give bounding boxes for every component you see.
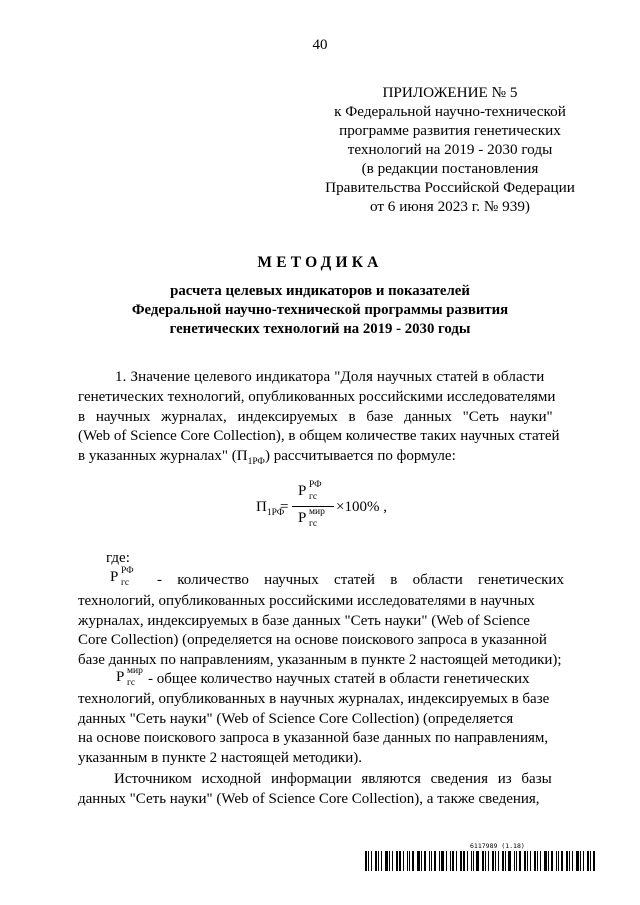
barcode-bar	[389, 851, 390, 871]
barcode-bar	[365, 851, 367, 871]
def2-cont	[78, 690, 564, 769]
text-line: технологий, опубликованных в научных журналах, индексируемых в базе	[78, 691, 550, 707]
indicator-symbol	[236, 448, 265, 468]
barcode-bar	[421, 851, 422, 871]
appendix-line: (в редакции постановления	[361, 160, 539, 177]
barcode-bar	[409, 851, 410, 871]
def1-line1	[157, 571, 564, 591]
barcode-bar	[505, 851, 506, 871]
word: генетических	[478, 572, 564, 588]
def1-cont	[78, 592, 564, 671]
barcode-bar	[476, 851, 479, 871]
text-line: (Web of Science Core Collection), в общем количестве таких научных статей	[78, 428, 560, 445]
def1-symbol	[110, 566, 136, 594]
document-title: МЕТОДИКА	[257, 254, 383, 271]
word: -	[157, 572, 162, 588]
text-line: базе данных по направлениям, указанным в пункте 2 настоящей методики);	[78, 652, 562, 669]
barcode-bar	[424, 851, 426, 871]
barcode-bar	[548, 851, 549, 871]
formula	[222, 478, 422, 538]
barcode-bar	[452, 851, 454, 871]
appendix-line: ПРИЛОЖЕНИЕ № 5	[382, 84, 518, 101]
text-fragment: ) рассчитывается по формуле:	[264, 448, 456, 465]
barcode-bar	[441, 851, 444, 871]
barcode-label: 6117989 (1.18)	[470, 842, 525, 850]
barcode	[365, 851, 600, 871]
barcode-bar	[537, 851, 538, 871]
barcode-bar	[516, 851, 517, 871]
subtitle-line: генетических технологий на 2019 - 2030 годы	[169, 321, 471, 337]
def1-symbol-sup: РФ	[121, 566, 134, 576]
text-line: технологий, опубликованных российскими исследователями в научных	[78, 593, 535, 609]
barcode-bar	[561, 851, 563, 871]
barcode-bar	[371, 851, 372, 871]
text-line: 1. Значение целевого индикатора "Доля научных статей в области	[115, 369, 545, 385]
barcode-bar	[502, 851, 504, 871]
formula-times: ×100% ,	[336, 499, 387, 515]
def2-symbol-sub: гс	[127, 678, 136, 688]
barcode-bar	[471, 851, 472, 871]
barcode-bar	[527, 851, 528, 871]
barcode-bar	[583, 851, 584, 871]
barcode-bar	[434, 851, 436, 871]
barcode-bar	[572, 851, 573, 871]
barcode-bar	[485, 851, 486, 871]
barcode-bar	[412, 851, 414, 871]
barcode-bar	[467, 851, 468, 871]
def2-symbol-sup: мир	[127, 666, 143, 676]
word: научных	[264, 572, 319, 588]
barcode-bar	[544, 851, 547, 871]
barcode-bar	[378, 851, 379, 871]
barcode-bar	[498, 851, 499, 871]
barcode-bar	[482, 851, 484, 871]
barcode-bar	[446, 851, 447, 871]
barcode-bar	[431, 851, 432, 871]
paragraph-1-cont	[78, 388, 564, 467]
barcode-bar	[463, 851, 465, 871]
barcode-bar	[460, 851, 462, 871]
barcode-bar	[368, 851, 369, 871]
barcode-bar	[473, 851, 474, 871]
text-line: - общее количество научных статей в области генетических	[148, 671, 530, 687]
formula-equals: =	[280, 499, 289, 515]
barcode-bar	[417, 851, 420, 871]
barcode-bar	[530, 851, 531, 871]
text-line: Источником исходной информации являются сведения из базы	[114, 771, 552, 787]
barcode-bar	[524, 851, 526, 871]
barcode-bar	[375, 851, 377, 871]
barcode-bar	[381, 851, 382, 871]
appendix-header	[300, 83, 600, 216]
barcode-bar	[519, 851, 521, 871]
barcode-bar	[403, 851, 404, 871]
def2-line1	[148, 670, 564, 690]
symbol-subscript: 1РФ	[247, 457, 265, 468]
def1-symbol-main: Р	[110, 569, 119, 585]
barcode-bar	[450, 851, 451, 871]
formula-lhs-sub: 1РФ	[266, 508, 285, 518]
barcode-bar	[495, 851, 496, 871]
barcode-bar	[407, 851, 408, 871]
barcode-bar	[569, 851, 570, 871]
barcode-bar	[556, 851, 557, 871]
text-line: данных "Сеть науки" (Web of Science Core Collection) (определяется	[78, 710, 514, 727]
page-number: 40	[312, 37, 328, 53]
denominator-sup: мир	[309, 507, 325, 517]
word: количество	[177, 572, 249, 588]
document-subtitle	[60, 282, 580, 339]
formula-lhs-main: П	[256, 499, 267, 515]
barcode-bar	[590, 851, 591, 871]
barcode-bar	[396, 851, 398, 871]
text-fragment: в указанных журналах" (	[78, 448, 237, 465]
barcode-bar	[492, 851, 494, 871]
barcode-bar	[429, 851, 430, 871]
text-line: в научных журналах, индексируемых в базе данных "Сеть науки"	[78, 408, 553, 425]
denominator-main: Р	[298, 510, 307, 526]
barcode-bar	[587, 851, 589, 871]
sources-paragraph	[114, 770, 564, 790]
appendix-line: технологий на 2019 - 2030 годы	[347, 141, 553, 158]
subtitle-line: Федеральной научно-технической программы развития	[131, 302, 509, 318]
barcode-bar	[534, 851, 536, 871]
barcode-bar	[488, 851, 489, 871]
formula-numerator	[298, 480, 324, 508]
barcode-bar	[551, 851, 553, 871]
formula-denominator	[298, 507, 325, 535]
appendix-line: Правительства Российской Федерации	[325, 179, 575, 196]
text-line	[78, 447, 564, 467]
barcode-bar	[580, 851, 581, 871]
barcode-bar	[508, 851, 511, 871]
barcode-bar	[576, 851, 579, 871]
subtitle-line: расчета целевых индикаторов и показателей	[170, 283, 470, 299]
word: статей	[334, 572, 375, 588]
numerator-sup: РФ	[309, 480, 322, 490]
appendix-line: от 6 июня 2023 г. № 939)	[369, 198, 530, 215]
barcode-bar	[558, 851, 559, 871]
def2-symbol-main: Р	[116, 669, 125, 685]
barcode-bar	[514, 851, 515, 871]
word: области	[412, 572, 463, 588]
word: в	[390, 572, 398, 588]
symbol-main: П	[236, 448, 248, 465]
numerator-main: Р	[298, 483, 307, 499]
appendix-line: программе развития генетических	[339, 122, 561, 139]
barcode-bar	[439, 851, 440, 871]
text-line: генетических технологий, опубликованных российскими исследователями	[78, 389, 556, 405]
denominator-sub: гс	[309, 519, 318, 529]
numerator-sub: гс	[309, 492, 318, 502]
barcode-bar	[392, 851, 393, 871]
barcode-bar	[540, 851, 541, 871]
barcode-bar	[385, 851, 388, 871]
sources-paragraph-cont	[78, 790, 564, 810]
barcode-bar	[399, 851, 401, 871]
barcode-bar	[593, 851, 595, 871]
text-line: указанным в пункте 2 настоящей методики).	[78, 750, 362, 767]
appendix-line: к Федеральной научно-технической	[334, 103, 566, 120]
def1-symbol-sub: гс	[121, 578, 130, 588]
text-line: Core Collection) (определяется на основе поискового запроса в указанной	[78, 632, 547, 649]
where-label: где:	[106, 550, 130, 566]
barcode-bar	[566, 851, 568, 871]
text-line: данных "Сеть науки" (Web of Science Core Collection), а также сведения,	[78, 791, 540, 807]
text-line: журналах, индексируемых в базе данных "Сеть науки" (Web of Science	[78, 612, 530, 629]
text-line: на основе поискового запроса в указанной базе данных по направлениям,	[78, 730, 549, 747]
barcode-bar	[456, 851, 457, 871]
paragraph-1	[106, 368, 564, 388]
